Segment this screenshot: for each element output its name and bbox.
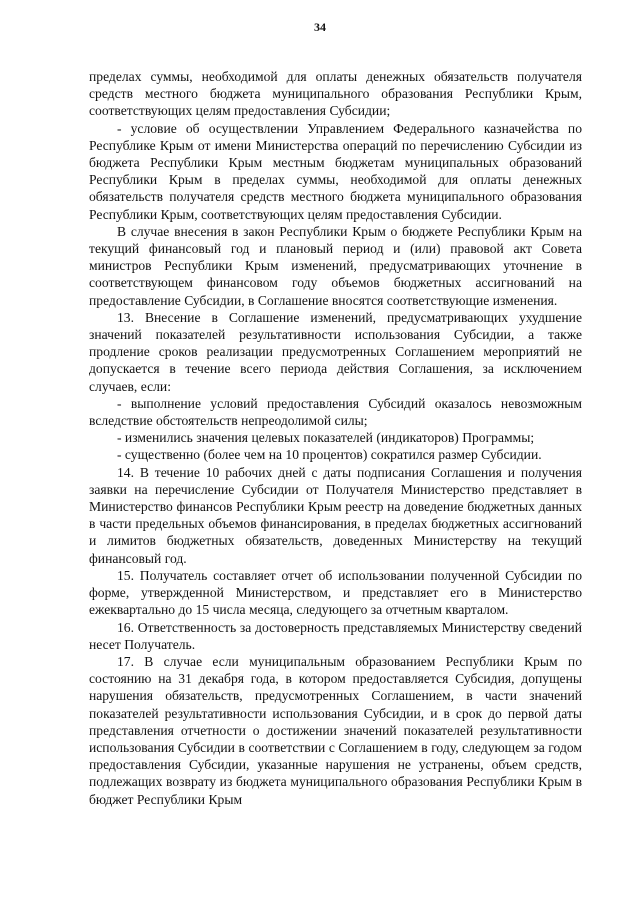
paragraph: пределах суммы, необходимой для оплаты денежных обязательств получателя средств местного бюджета муниципального образования Республики Крым, соответствующих целям предоставления Субсидии; <box>89 69 582 119</box>
paragraph: 15. Получатель составляет отчет об использовании полученной Субсидии по форме, утвержденной Министерством, и представляет его в Министерство ежеквартально до 15 числа месяца, следующего за отчетным кварталом. <box>89 567 582 618</box>
paragraph: - условие об осуществлении Управлением Федерального казначейства по Республике Крым от имени Министерства операций по перечислению Субсидии из бюджета Республики Крым местным бюджетам муниципальных образований Республики Крым в пределах суммы, необходимой для оплаты денежных обязательств получателя средств местного бюджета муниципального образования Республики Крым, соответствующих целям предоставления Субсидии. <box>89 120 582 222</box>
paragraph: 16. Ответственность за достоверность представляемых Министерству сведений несет Получатель. <box>89 619 582 652</box>
paragraph: 13. Внесение в Соглашение изменений, предусматривающих ухудшение значений показателей результативности использования Субсидии, а также продление сроков реализации предусмотренных Соглашением мероприятий не допускается в течение всего периода действия Соглашения, за исключением случаев, если: <box>89 309 582 394</box>
paragraph: В случае внесения в закон Республики Крым о бюджете Республики Крым на текущий финансовый год и плановый период и (или) правовой акт Совета министров Республики Крым изменений, предусматривающих уточнение в соответствующем финансовом году объемов бюджетных ассигнований на предоставление Субсидии, в Соглашение вносятся соответствующие изменения. <box>89 223 582 308</box>
page-number: 34 <box>314 20 326 34</box>
document-body <box>89 68 582 808</box>
paragraph: 14. В течение 10 рабочих дней с даты подписания Соглашения и получения заявки на перечисление Субсидии от Получателя Министерство представляет в Министерство финансов Республики Крым реестр на доведение бюджетных данных в части предельных объемов финансирования, в пределах бюджетных ассигнований и лимитов бюджетных обязательств, доведенных Министерству на текущий финансовый год. <box>89 464 582 566</box>
paragraph: - существенно (более чем на 10 процентов) сократился размер Субсидии. <box>117 447 542 463</box>
paragraph: - изменились значения целевых показателей (индикаторов) Программы; <box>117 430 535 446</box>
paragraph: - выполнение условий предоставления Субсидий оказалось невозможным вследствие обстоятельств непреодолимой силы; <box>89 395 582 429</box>
paragraph: 17. В случае если муниципальным образованием Республики Крым по состоянию на 31 декабря года, в котором предоставляется Субсидия, допущены нарушения обязательств, предусмотренных Соглашением, в части значений показателей результативности использования Субсидии, и в срок до первой даты представления отчетности о достижении значений показателей результативности использования Субсидии в соответствии с Соглашением в году, следующем за годом предоставления Субсидии, указанные нарушения не устранены, объем средств, подлежащих возврату из бюджета муниципального образования Республики Крым в бюджет Республики Крым <box>89 653 582 807</box>
